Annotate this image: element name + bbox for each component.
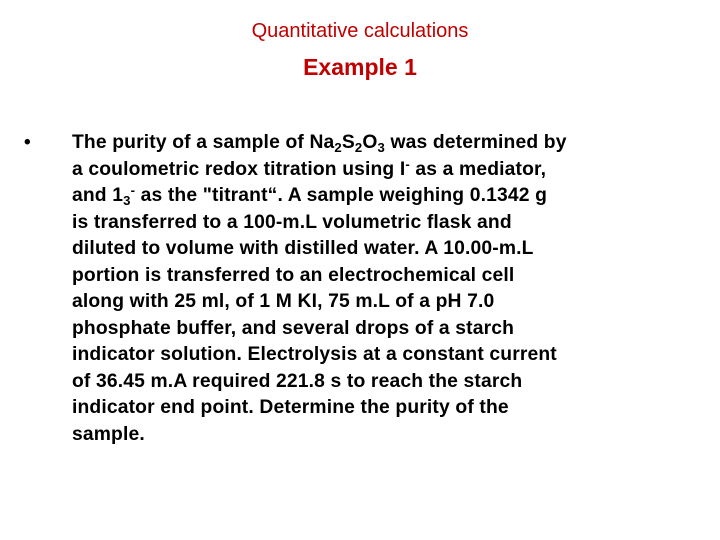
subscript: 2 [354,139,363,155]
paragraph-line: of 36.45 m.A required 221.8 s to reach the starch [72,370,523,392]
bullet-icon: • [24,132,31,153]
paragraph-line: phosphate buffer, and several drops of a starch [72,317,515,339]
subscript: 2 [334,139,342,155]
superscript: - [405,155,410,171]
text-run: O [362,132,378,153]
paragraph-line [72,130,697,157]
paragraph-line: indicator solution. Electrolysis at a constant current [72,344,557,365]
paragraph-line: indicator end point. Determine the purity of the [72,397,509,418]
paragraph-line [72,157,697,184]
text-run: S [341,132,355,153]
paragraph-line [72,183,697,210]
text-run: a coulometric redox titration using I [72,158,406,180]
paragraph-line: diluted to volume with distilled water. A 10.00‑m.L [72,238,534,259]
subscript: 3 [123,192,131,208]
subscript: 3 [377,139,385,155]
slide-title: Quantitative calculations [251,20,469,42]
text-run: and 1 [72,185,124,206]
text-run: as a mediator, [409,158,547,180]
paragraph-line: is transferred to a 100‑m.L volumetric flask and [72,211,512,233]
text-run: The purity of a sample of Na [72,132,335,153]
problem-paragraph [72,130,697,448]
slide-subtitle: Example 1 [303,54,417,80]
superscript: - [130,182,136,198]
text-run: was determined by [384,132,567,153]
paragraph-line: sample. [72,423,145,445]
paragraph-line: portion is transferred to an electrochemical cell [72,264,515,286]
paragraph-line: along with 25 ml, of 1 M KI, 75 m.L of a pH 7.0 [72,291,495,312]
text-run: as the "titrant“. A sample weighing 0.1342 g [135,185,548,206]
